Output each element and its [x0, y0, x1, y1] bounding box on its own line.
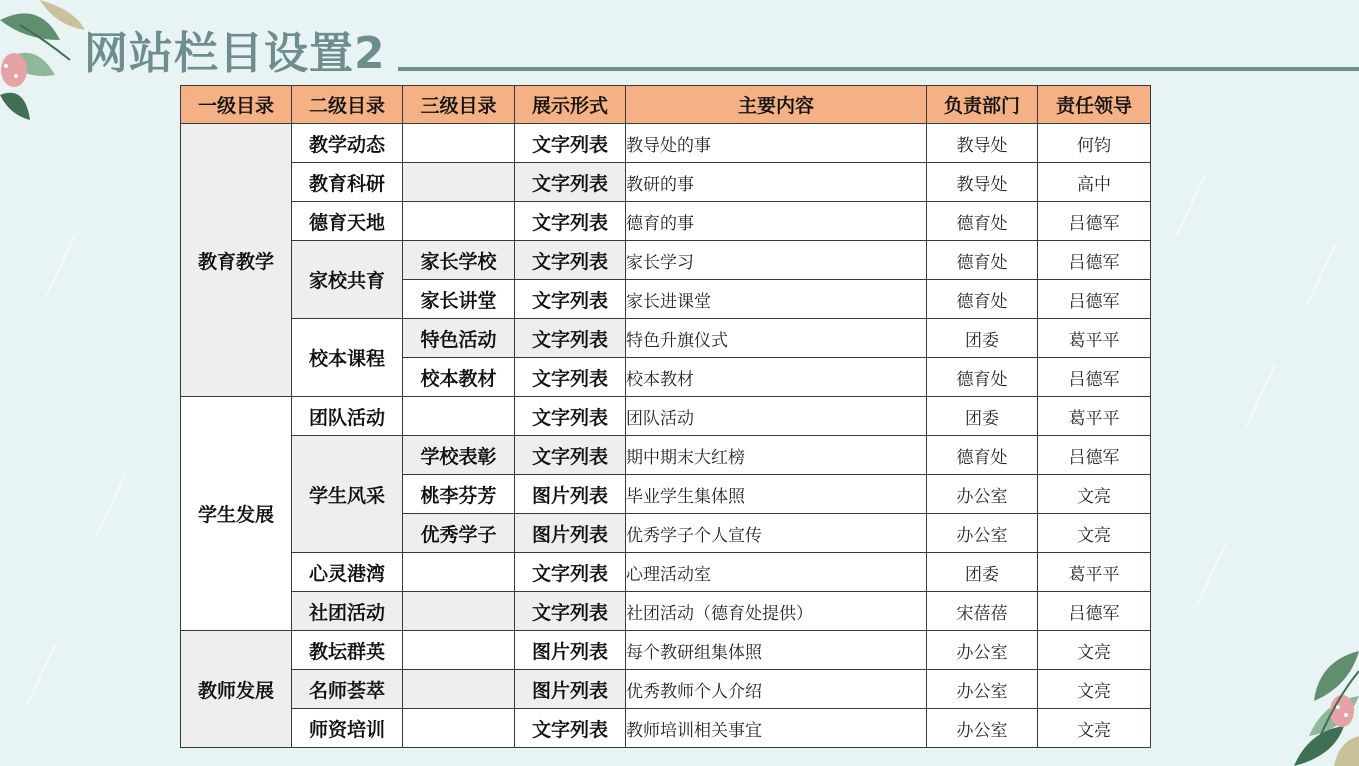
level3-cell — [403, 709, 515, 748]
content-cell: 每个教研组集体照 — [626, 631, 927, 670]
background-streak — [1305, 243, 1336, 307]
content-cell: 团队活动 — [626, 397, 927, 436]
level3-cell — [403, 397, 515, 436]
level2-cell: 学生风采 — [292, 436, 403, 553]
content-cell: 教师培训相关事宜 — [626, 709, 927, 748]
table-row — [181, 709, 1151, 748]
leader-cell: 葛平平 — [1038, 553, 1151, 592]
format-cell: 文字列表 — [515, 553, 626, 592]
table-row — [181, 592, 1151, 631]
leaf-icon — [0, 0, 95, 130]
leader-cell: 文亮 — [1038, 670, 1151, 709]
column-header: 责任领导 — [1038, 86, 1151, 124]
leader-cell: 文亮 — [1038, 631, 1151, 670]
level3-cell — [403, 592, 515, 631]
level2-cell: 社团活动 — [292, 592, 403, 631]
level3-cell — [403, 553, 515, 592]
level3-cell: 家长讲堂 — [403, 280, 515, 319]
content-cell: 家长学习 — [626, 241, 927, 280]
leader-cell: 吕德军 — [1038, 280, 1151, 319]
format-cell: 文字列表 — [515, 202, 626, 241]
format-cell: 图片列表 — [515, 514, 626, 553]
table-row — [181, 163, 1151, 202]
format-cell: 文字列表 — [515, 163, 626, 202]
department-cell: 教导处 — [927, 124, 1038, 163]
table-row — [181, 670, 1151, 709]
table-header-row — [181, 86, 1151, 124]
content-cell: 优秀学子个人宣传 — [626, 514, 927, 553]
department-cell: 办公室 — [927, 670, 1038, 709]
column-header: 一级目录 — [181, 86, 292, 124]
page-title: 网站栏目设置2 — [84, 28, 386, 79]
leader-cell: 葛平平 — [1038, 397, 1151, 436]
leader-cell: 文亮 — [1038, 475, 1151, 514]
department-cell: 德育处 — [927, 202, 1038, 241]
background-streak — [95, 473, 126, 537]
background-streak — [1175, 173, 1206, 237]
column-header: 二级目录 — [292, 86, 403, 124]
format-cell: 文字列表 — [515, 280, 626, 319]
level2-cell: 心灵港湾 — [292, 553, 403, 592]
format-cell: 图片列表 — [515, 475, 626, 514]
background-streak — [1245, 363, 1276, 427]
level2-cell: 校本课程 — [292, 319, 403, 397]
background-streak — [1195, 543, 1226, 607]
leader-cell: 高中 — [1038, 163, 1151, 202]
table-row — [181, 397, 1151, 436]
level2-cell: 教学动态 — [292, 124, 403, 163]
content-cell: 优秀教师个人介绍 — [626, 670, 927, 709]
table-row — [181, 202, 1151, 241]
level3-cell: 学校表彰 — [403, 436, 515, 475]
department-cell: 团委 — [927, 397, 1038, 436]
format-cell: 文字列表 — [515, 436, 626, 475]
leader-cell: 吕德军 — [1038, 358, 1151, 397]
format-cell: 文字列表 — [515, 397, 626, 436]
level2-cell: 名师荟萃 — [292, 670, 403, 709]
level2-cell: 家校共育 — [292, 241, 403, 319]
level3-cell: 特色活动 — [403, 319, 515, 358]
content-cell: 毕业学生集体照 — [626, 475, 927, 514]
format-cell: 文字列表 — [515, 241, 626, 280]
content-cell: 教导处的事 — [626, 124, 927, 163]
level1-cell: 学生发展 — [181, 397, 292, 631]
table-row — [181, 124, 1151, 163]
content-cell: 家长进课堂 — [626, 280, 927, 319]
leader-cell: 吕德军 — [1038, 436, 1151, 475]
leaf-icon — [1264, 641, 1359, 766]
department-cell: 德育处 — [927, 280, 1038, 319]
leader-cell: 吕德军 — [1038, 241, 1151, 280]
format-cell: 文字列表 — [515, 124, 626, 163]
department-cell: 德育处 — [927, 241, 1038, 280]
title-underline — [398, 67, 1359, 71]
level3-cell: 桃李芬芳 — [403, 475, 515, 514]
leader-cell: 文亮 — [1038, 709, 1151, 748]
background-streak — [25, 643, 56, 707]
content-cell: 德育的事 — [626, 202, 927, 241]
level3-cell — [403, 202, 515, 241]
level2-cell: 教坛群英 — [292, 631, 403, 670]
table-row — [181, 553, 1151, 592]
department-cell: 德育处 — [927, 436, 1038, 475]
leader-cell: 吕德军 — [1038, 202, 1151, 241]
level3-cell — [403, 163, 515, 202]
format-cell: 文字列表 — [515, 358, 626, 397]
content-cell: 特色升旗仪式 — [626, 319, 927, 358]
level3-cell: 优秀学子 — [403, 514, 515, 553]
level3-cell: 家长学校 — [403, 241, 515, 280]
format-cell: 文字列表 — [515, 319, 626, 358]
column-header: 展示形式 — [515, 86, 626, 124]
leader-cell: 文亮 — [1038, 514, 1151, 553]
department-cell: 办公室 — [927, 631, 1038, 670]
department-cell: 宋蓓蓓 — [927, 592, 1038, 631]
content-cell: 教研的事 — [626, 163, 927, 202]
leader-cell: 何钧 — [1038, 124, 1151, 163]
level2-cell: 教育科研 — [292, 163, 403, 202]
content-cell: 心理活动室 — [626, 553, 927, 592]
level2-cell: 团队活动 — [292, 397, 403, 436]
department-cell: 团委 — [927, 553, 1038, 592]
level3-cell — [403, 631, 515, 670]
department-cell: 教导处 — [927, 163, 1038, 202]
table-row — [181, 631, 1151, 670]
format-cell: 文字列表 — [515, 592, 626, 631]
format-cell: 图片列表 — [515, 631, 626, 670]
content-cell: 校本教材 — [626, 358, 927, 397]
department-cell: 办公室 — [927, 475, 1038, 514]
column-header: 主要内容 — [626, 86, 927, 124]
format-cell: 文字列表 — [515, 709, 626, 748]
leader-cell: 葛平平 — [1038, 319, 1151, 358]
table-row — [181, 241, 1151, 280]
column-header: 负责部门 — [927, 86, 1038, 124]
department-cell: 团委 — [927, 319, 1038, 358]
table-row — [181, 436, 1151, 475]
background-streak — [45, 233, 76, 297]
department-cell: 德育处 — [927, 358, 1038, 397]
level3-cell: 校本教材 — [403, 358, 515, 397]
directory-table — [180, 85, 1151, 748]
level2-cell: 师资培训 — [292, 709, 403, 748]
level2-cell: 德育天地 — [292, 202, 403, 241]
level3-cell — [403, 670, 515, 709]
column-header: 三级目录 — [403, 86, 515, 124]
level3-cell — [403, 124, 515, 163]
table-row — [181, 319, 1151, 358]
level1-cell: 教育教学 — [181, 124, 292, 397]
department-cell: 办公室 — [927, 709, 1038, 748]
leader-cell: 吕德军 — [1038, 592, 1151, 631]
content-cell: 社团活动（德育处提供） — [626, 592, 927, 631]
level1-cell: 教师发展 — [181, 631, 292, 748]
department-cell: 办公室 — [927, 514, 1038, 553]
content-cell: 期中期末大红榜 — [626, 436, 927, 475]
format-cell: 图片列表 — [515, 670, 626, 709]
